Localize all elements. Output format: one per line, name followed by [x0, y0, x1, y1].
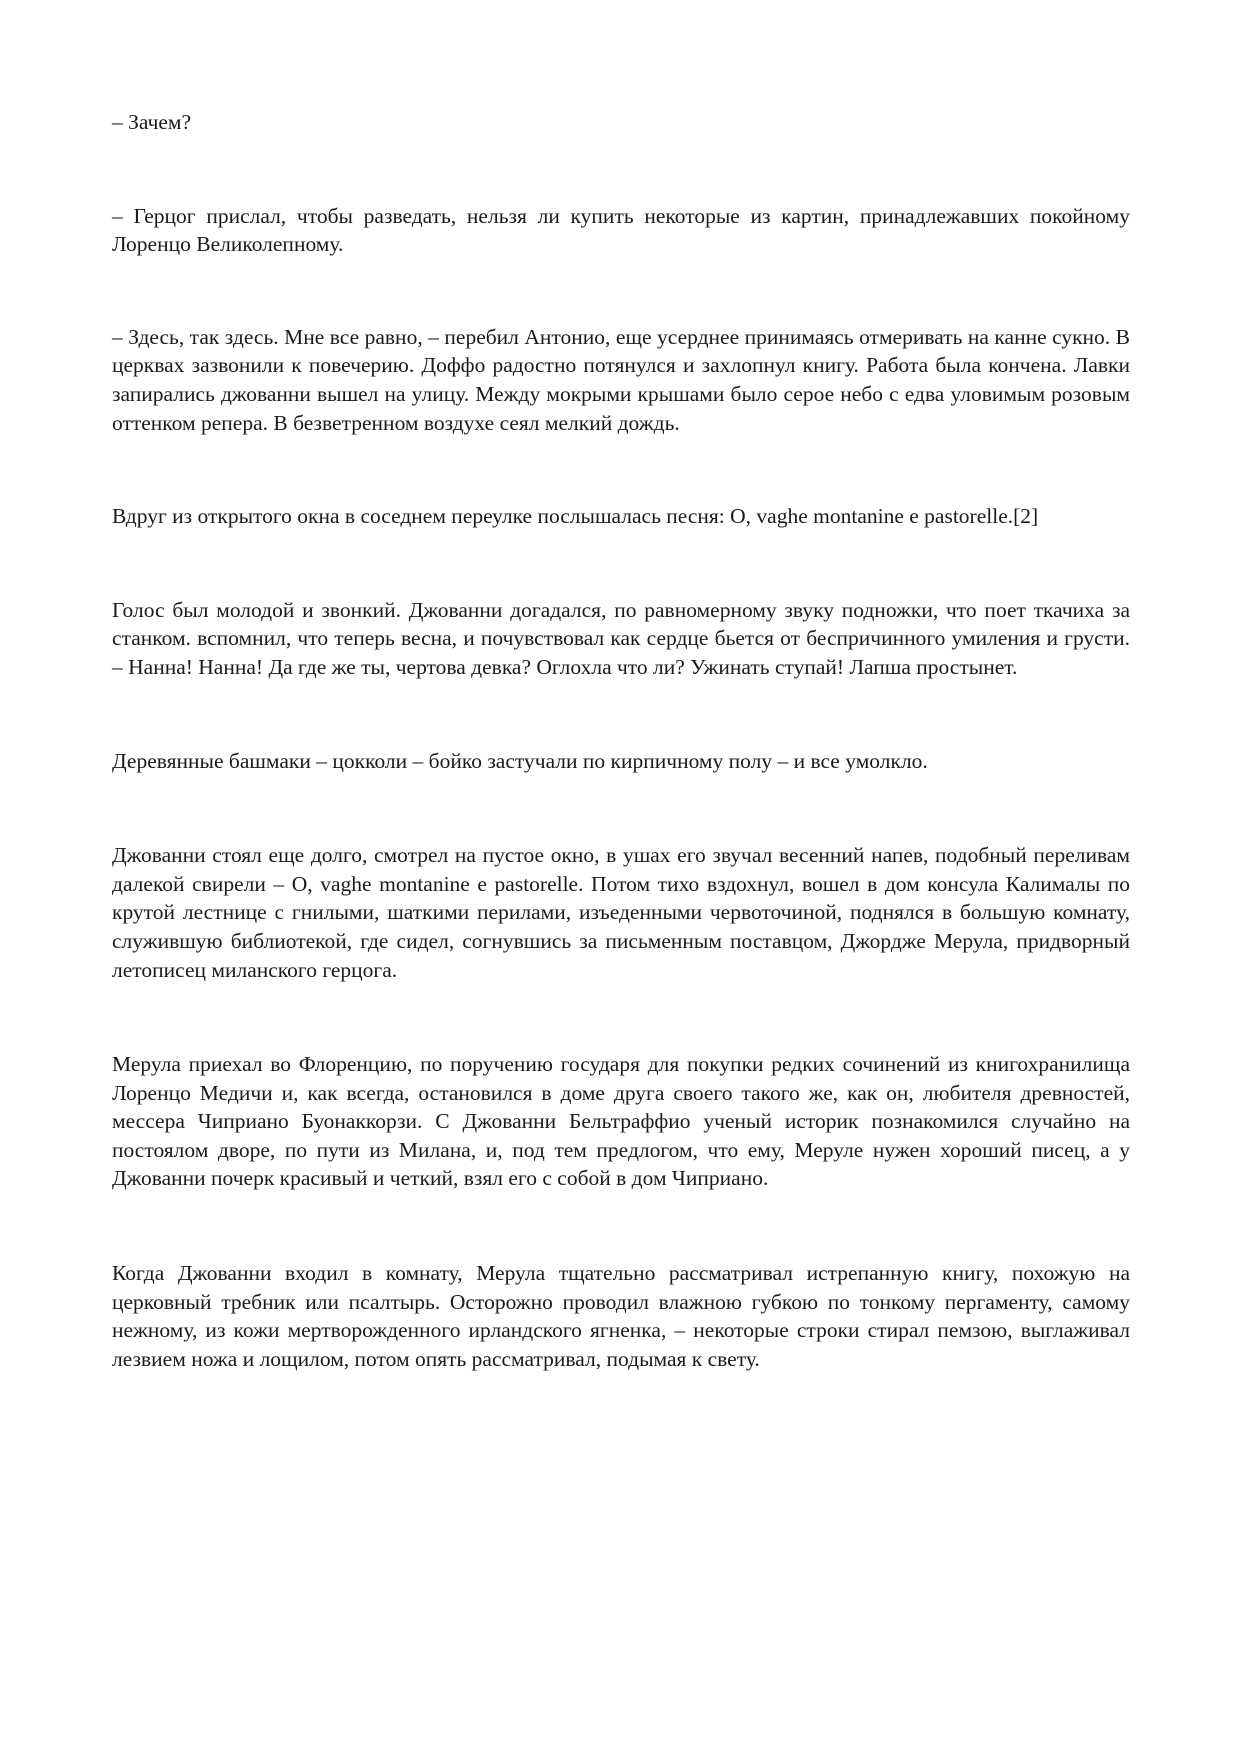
paragraph-antonio: – Здесь, так здесь. Мне все равно, – перебил Антонио, еще усерднее принимаясь отмеривать на канне сукно. В церквах зазвонили к повечерию. Доффо радостно потянулся и захлопнул книгу. Работа была кончена. Лавки запирались джованни вышел на улицу. Между мокрыми крышами было серое небо с едва уловимым розовым оттенком репера. В безветренном воздухе сеял мелкий дождь.: [112, 324, 1130, 435]
paragraph-question: – Зачем?: [112, 110, 192, 134]
paragraph-voice: Голос был молодой и звонкий. Джованни догадался, по равномерному звуку подножки, что поет ткачиха за станком. вспомнил, что теперь весна, и почувствовал как сердце бьется от беспричинного умиления и грусти. – Нанна! Нанна! Да где же ты, чертова девка? Оглохла что ли? Ужинать ступай! Лапша простынет.: [112, 597, 1130, 679]
paragraph-song: Вдруг из открытого окна в соседнем переулке послышалась песня: O, vaghe montanine e pastorelle.[2]: [112, 504, 1039, 529]
paragraph-shoes: Деревянные башмаки – цокколи – бойко застучали по кирпичному полу – и все умолкло.: [112, 748, 928, 773]
paragraph-merula-florence: Мерула приехал во Флоренцию, по поручению государя для покупки редких сочинений из книгохранилища Лоренцо Медичи и, как всегда, остановился в доме друга своего такого же, как он, любителя древностей, мессера Чиприано Буонаккорзи. С Джованни Бельтраффио ученый историк познакомился случайно на постоялом дворе, по пути из Милана, и, под тем предлогом, что ему, Меруле нужен хороший писец, а у Джованни почерк красивый и четкий, взял его с собой в дом Чиприано.: [112, 1052, 1130, 1191]
paragraph-giovanni-window: Джованни стоял еще долго, смотрел на пустое окно, в ушах его звучал весенний напев, подобный переливам далекой свирели – O, vaghe montanine e pastorelle. Потом тихо вздохнул, вошел в дом консула Калималы по крутой лестнице с гнилыми, шаткими перилами, изъеденными червоточиной, поднялся в большую комнату, служившую библиотекой, где сидел, согнувшись за письменным поставцом, Джордже Мерула, придворный летописец миланского герцога.: [112, 843, 1130, 982]
document-page: [112, 108, 1130, 1373]
paragraph-duke-sent: – Герцог прислал, чтобы разведать, нельзя ли купить некоторые из картин, принадлежавших покойному Лоренцо Великолепному.: [112, 203, 1130, 257]
paragraph-merula-book: Когда Джованни входил в комнату, Мерула тщательно рассматривал истрепанную книгу, похожую на церковный требник или псалтырь. Осторожно проводил влажною губкою по тонкому пергаменту, самому нежному, из кожи мертворожденного ирландского ягненка, – некоторые строки стирал пемзою, выглаживал лезвием ножа и лощилом, потом опять рассматривал, подымая к свету.: [112, 1261, 1130, 1371]
